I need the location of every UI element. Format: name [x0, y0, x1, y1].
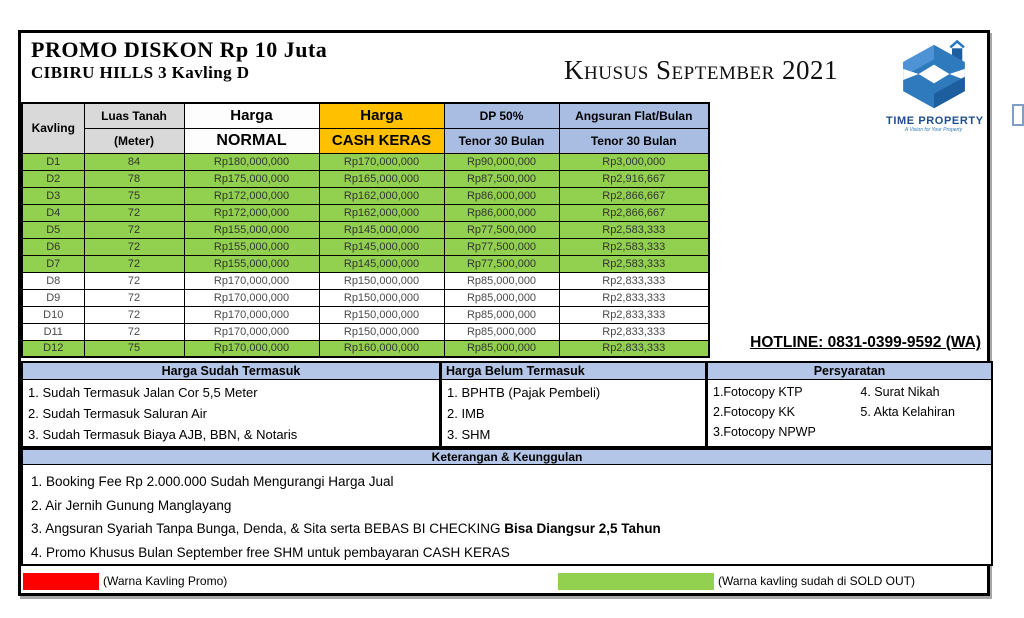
cell-normal: Rp170,000,000: [184, 289, 319, 306]
cell-angsuran: Rp2,916,667: [559, 170, 709, 187]
legend-swatch-promo: [23, 573, 99, 590]
col-header-dp: DP 50%: [444, 103, 559, 128]
table-row: [22, 221, 709, 238]
list-item: 3. Sudah Termasuk Biaya AJB, BBN, & Notaris: [28, 427, 298, 442]
section-title: Persyaratan: [708, 363, 991, 380]
list-item: 3. SHM: [447, 427, 491, 442]
section-persyaratan: [706, 361, 993, 448]
col-subheader-meter: (Meter): [84, 128, 184, 153]
cell-dp: Rp87,500,000: [444, 170, 559, 187]
cutoff-edge-fragment: [1012, 104, 1024, 126]
list-item: 1. Booking Fee Rp 2.000.000 Sudah Mengurangi Harga Jual: [31, 474, 394, 489]
cell-luas: 84: [84, 153, 184, 170]
cell-cash: Rp165,000,000: [319, 170, 444, 187]
cell-angsuran: Rp2,866,667: [559, 187, 709, 204]
cell-cash: Rp145,000,000: [319, 221, 444, 238]
list-item: 2. Sudah Termasuk Saluran Air: [28, 406, 207, 421]
table-row: [22, 340, 709, 357]
cell-kavling: D4: [22, 204, 84, 221]
cell-dp: Rp85,000,000: [444, 289, 559, 306]
table-row: [22, 255, 709, 272]
cell-kavling: D1: [22, 153, 84, 170]
cell-normal: Rp155,000,000: [184, 221, 319, 238]
list-item: 4. Promo Khusus Bulan September free SHM untuk pembayaran CASH KERAS: [31, 544, 510, 560]
cell-cash: Rp150,000,000: [319, 272, 444, 289]
cell-luas: 72: [84, 323, 184, 340]
table-row: [22, 323, 709, 340]
col-header-harga-normal: Harga: [184, 103, 319, 128]
cell-kavling: D12: [22, 340, 84, 357]
project-title: CIBIRU HILLS 3 Kavling D: [31, 63, 250, 82]
col-header-luas: Luas Tanah: [84, 103, 184, 128]
col-header-angsuran: Angsuran Flat/Bulan: [559, 103, 709, 128]
cell-dp: Rp85,000,000: [444, 306, 559, 323]
promo-title: PROMO DISKON Rp 10 Juta: [31, 37, 328, 62]
persyaratan-columns: [708, 380, 991, 444]
section-harga-sudah-termasuk: [21, 361, 440, 448]
list-item: 2.Fotocopy KK: [713, 405, 795, 419]
cell-luas: 72: [84, 306, 184, 323]
cell-cash: Rp162,000,000: [319, 204, 444, 221]
table-row: [22, 238, 709, 255]
cell-cash: Rp160,000,000: [319, 340, 444, 357]
section-title: Harga Sudah Termasuk: [23, 363, 439, 380]
price-table-body: [22, 153, 709, 357]
logo-name: TIME PROPERTY: [886, 115, 984, 127]
table-row: [22, 204, 709, 221]
table-row: [22, 289, 709, 306]
list-item: 5. Akta Kelahiran: [860, 405, 955, 419]
legend-label-promo: (Warna Kavling Promo): [103, 574, 228, 588]
col-header-kavling: Kavling: [22, 103, 84, 153]
cell-normal: Rp170,000,000: [184, 272, 319, 289]
cell-dp: Rp77,500,000: [444, 238, 559, 255]
cell-angsuran: Rp2,833,333: [559, 289, 709, 306]
col-subheader-tenor-dp: Tenor 30 Bulan: [444, 128, 559, 153]
cell-normal: Rp170,000,000: [184, 340, 319, 357]
cell-luas: 72: [84, 255, 184, 272]
col-subheader-cash-keras: CASH KERAS: [319, 128, 444, 153]
period-title: Khusus September 2021: [564, 55, 839, 85]
time-property-logo-icon: [891, 38, 977, 110]
cell-kavling: D7: [22, 255, 84, 272]
cell-normal: Rp155,000,000: [184, 255, 319, 272]
table-row: [22, 170, 709, 187]
cell-cash: Rp150,000,000: [319, 306, 444, 323]
col-subheader-tenor-angsuran: Tenor 30 Bulan: [559, 128, 709, 153]
list-item: 3.Fotocopy NPWP: [713, 425, 816, 439]
cell-kavling: D8: [22, 272, 84, 289]
cell-luas: 72: [84, 238, 184, 255]
legend-swatch-soldout: [558, 573, 714, 590]
list-item: 3. Angsuran Syariah Tanpa Bunga, Denda, & Sita serta BEBAS BI CHECKING Bisa Diangsur 2,5 Tahun: [31, 521, 661, 536]
cell-dp: Rp85,000,000: [444, 323, 559, 340]
cell-dp: Rp85,000,000: [444, 340, 559, 357]
cell-angsuran: Rp2,583,333: [559, 238, 709, 255]
title-block: [31, 37, 327, 83]
cell-normal: Rp172,000,000: [184, 187, 319, 204]
cell-normal: Rp155,000,000: [184, 238, 319, 255]
persyaratan-col1: [713, 382, 860, 442]
list-item: 1.Fotocopy KTP: [713, 385, 803, 399]
cell-kavling: D11: [22, 323, 84, 340]
cell-cash: Rp170,000,000: [319, 153, 444, 170]
cell-kavling: D3: [22, 187, 84, 204]
cell-angsuran: Rp2,833,333: [559, 340, 709, 357]
section-title: Keterangan & Keunggulan: [23, 450, 991, 465]
col-subheader-normal: NORMAL: [184, 128, 319, 153]
cell-normal: Rp180,000,000: [184, 153, 319, 170]
cell-dp: Rp77,500,000: [444, 221, 559, 238]
cell-dp: Rp86,000,000: [444, 187, 559, 204]
cell-luas: 72: [84, 221, 184, 238]
cell-luas: 75: [84, 340, 184, 357]
cell-angsuran: Rp2,583,333: [559, 255, 709, 272]
table-row: [22, 272, 709, 289]
logo-tagline: A Vision for Your Property: [904, 127, 963, 133]
cell-luas: 72: [84, 204, 184, 221]
cell-angsuran: Rp3,000,000: [559, 153, 709, 170]
table-row: [22, 306, 709, 323]
section-list: [23, 380, 439, 447]
cell-luas: 75: [84, 187, 184, 204]
table-row: [22, 153, 709, 170]
list-item: 2. Air Jernih Gunung Manglayang: [31, 497, 232, 513]
cell-angsuran: Rp2,583,333: [559, 221, 709, 238]
price-table: [21, 102, 710, 358]
cell-cash: Rp145,000,000: [319, 238, 444, 255]
legend-label-soldout: (Warna kavling sudah di SOLD OUT): [718, 574, 915, 588]
cell-cash: Rp150,000,000: [319, 289, 444, 306]
cell-luas: 72: [84, 272, 184, 289]
cell-dp: Rp77,500,000: [444, 255, 559, 272]
promo-sheet: [18, 30, 990, 596]
cell-kavling: D9: [22, 289, 84, 306]
cell-normal: Rp170,000,000: [184, 323, 319, 340]
cell-kavling: D10: [22, 306, 84, 323]
section-keterangan: [21, 448, 993, 566]
persyaratan-col2: [860, 382, 986, 442]
cell-angsuran: Rp2,833,333: [559, 272, 709, 289]
cell-cash: Rp162,000,000: [319, 187, 444, 204]
info-sections: [21, 361, 993, 448]
cell-cash: Rp145,000,000: [319, 255, 444, 272]
cell-luas: 78: [84, 170, 184, 187]
cell-angsuran: Rp2,833,333: [559, 306, 709, 323]
cell-dp: Rp85,000,000: [444, 272, 559, 289]
col-header-harga-cash: Harga: [319, 103, 444, 128]
hotline-number: HOTLINE: 0831-0399-9592 (WA): [750, 334, 981, 351]
section-title: Harga Belum Termasuk: [442, 363, 705, 380]
cell-kavling: D2: [22, 170, 84, 187]
cell-luas: 72: [84, 289, 184, 306]
cell-dp: Rp86,000,000: [444, 204, 559, 221]
list-item: 1. Sudah Termasuk Jalan Cor 5,5 Meter: [28, 385, 258, 400]
section-harga-belum-termasuk: [440, 361, 706, 448]
cell-dp: Rp90,000,000: [444, 153, 559, 170]
cell-normal: Rp170,000,000: [184, 306, 319, 323]
table-row: [22, 187, 709, 204]
cell-angsuran: Rp2,866,667: [559, 204, 709, 221]
company-logo: [886, 38, 984, 133]
cell-angsuran: Rp2,833,333: [559, 323, 709, 340]
section-list: [442, 380, 705, 447]
list-item: 1. BPHTB (Pajak Pembeli): [447, 385, 601, 400]
price-table-header: [22, 103, 709, 153]
cell-cash: Rp150,000,000: [319, 323, 444, 340]
cell-kavling: D5: [22, 221, 84, 238]
list-item: 2. IMB: [447, 406, 485, 421]
cell-kavling: D6: [22, 238, 84, 255]
cell-normal: Rp172,000,000: [184, 204, 319, 221]
list-item: 4. Surat Nikah: [860, 385, 940, 399]
keterangan-list: [23, 465, 991, 569]
cell-normal: Rp175,000,000: [184, 170, 319, 187]
